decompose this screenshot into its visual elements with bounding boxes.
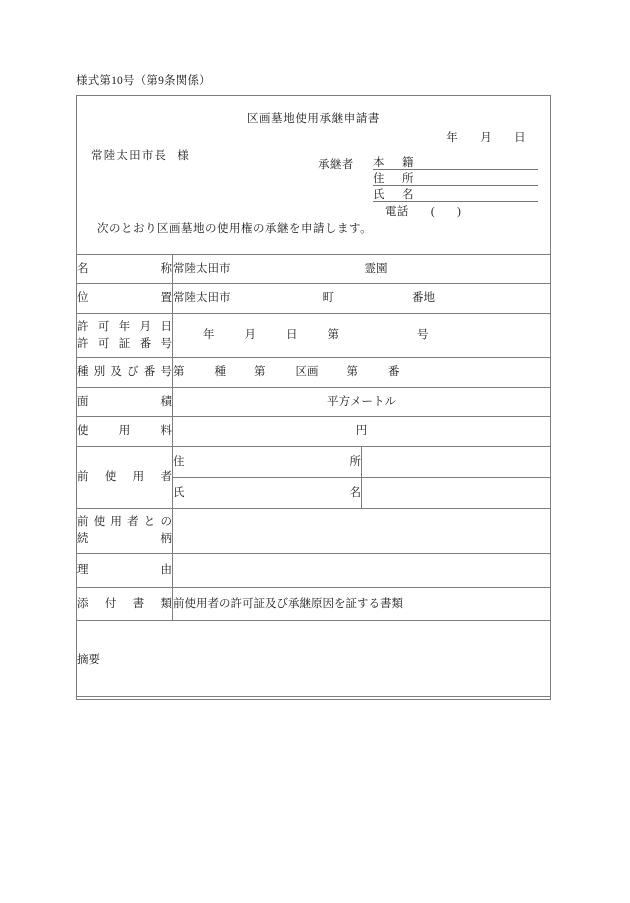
form-header-region [77, 96, 550, 254]
table-row-name [77, 255, 551, 284]
addressee [91, 147, 190, 163]
location-city: 常陸太田市 [173, 292, 231, 305]
permit-number-prefix: 第 [327, 329, 339, 342]
location-town: 町 [322, 292, 334, 305]
relationship-label-line1: 前使用者との [77, 516, 172, 529]
table-row-permit [77, 314, 551, 358]
row-label-attachment: 添付書類 [77, 588, 173, 621]
date-year-label: 年 [446, 132, 459, 144]
row-label-relationship [77, 509, 173, 554]
type-b-unit: 区画 [295, 366, 319, 379]
form-number: 様式第10号（第9条関係） [76, 75, 211, 87]
telephone-open-paren: ( [430, 206, 436, 218]
row-sublabel-previous-user-name: 氏 名 [173, 478, 362, 509]
row-label-name: 名称 [77, 255, 173, 284]
cemetery-city: 常陸太田市 [173, 262, 231, 275]
row-label-permit [77, 314, 173, 358]
row-value-previous-user-address[interactable] [362, 447, 551, 478]
successor-name-label: 氏 名 [373, 189, 417, 201]
permit-year-label: 年 [203, 329, 215, 342]
table-row-remarks [77, 621, 551, 700]
telephone-label: 電話 [385, 206, 409, 218]
fee-unit: 円 [355, 425, 368, 438]
row-label-area: 面積 [77, 388, 173, 417]
date-day-label: 日 [514, 132, 526, 144]
row-value-attachment: 前使用者の許可証及び承継原因を証する書類 [173, 588, 551, 621]
row-value-reason[interactable] [173, 554, 551, 588]
row-label-previous-user: 前使用者 [77, 447, 173, 509]
date-line [446, 129, 526, 145]
table-row-type-number [77, 358, 551, 388]
application-details-table [76, 254, 551, 700]
type-a-prefix: 第 [173, 366, 185, 379]
addressee-honorific: 様 [177, 150, 190, 162]
table-row-reason [77, 554, 551, 588]
permit-label-line2: 許可証番号 [77, 337, 172, 350]
telephone-close-paren: ) [457, 206, 462, 218]
row-value-previous-user-name[interactable] [362, 478, 551, 509]
table-row-location [77, 284, 551, 314]
successor-registry-field[interactable] [373, 154, 538, 170]
permit-day-label: 日 [286, 329, 298, 342]
row-value-location[interactable] [173, 284, 551, 314]
successor-fields [373, 154, 538, 219]
relationship-label-line2: 続柄 [77, 533, 172, 545]
row-value-area[interactable] [173, 388, 551, 417]
page-title: 区画墓地使用承継申請書 [246, 113, 381, 125]
table-row-previous-user-address [77, 447, 551, 478]
row-value-permit[interactable] [173, 314, 551, 358]
location-lot: 番地 [412, 292, 435, 305]
table-row-area [77, 388, 551, 417]
row-label-type-number: 種別及び番号 [77, 358, 173, 388]
application-statement: 次のとおり区画墓地の使用権の承継を申請します。 [97, 223, 373, 235]
permit-month-label: 月 [244, 329, 256, 342]
permit-label-line1: 許可年月日 [77, 320, 172, 333]
row-label-fee: 使用料 [77, 417, 173, 447]
type-b-prefix: 第 [254, 366, 266, 379]
successor-telephone-field[interactable] [373, 202, 538, 219]
table-row-attachment [77, 588, 551, 621]
row-sublabel-previous-user-address: 住 所 [173, 447, 362, 478]
row-value-name[interactable] [173, 255, 551, 284]
cemetery-suffix: 霊園 [364, 262, 388, 275]
row-remarks-cell[interactable] [77, 621, 551, 700]
successor-name-field[interactable] [373, 186, 538, 202]
row-value-type-number[interactable] [173, 358, 551, 388]
type-c-prefix: 第 [346, 366, 358, 379]
remarks-label: 摘要 [77, 653, 100, 666]
row-label-location: 位置 [77, 284, 173, 314]
application-form-box [76, 95, 551, 697]
row-label-reason: 理由 [77, 554, 173, 588]
type-a-unit: 種 [214, 366, 226, 379]
area-unit: 平方メートル [327, 395, 396, 408]
table-row-fee [77, 417, 551, 447]
type-c-unit: 番 [388, 366, 400, 379]
table-row-relationship [77, 509, 551, 554]
successor-label: 承継者 [318, 159, 354, 171]
date-month-label: 月 [480, 132, 493, 144]
row-value-relationship[interactable] [173, 509, 551, 554]
addressee-name: 常陸太田市長 [91, 150, 168, 162]
permit-number-suffix: 号 [417, 329, 429, 342]
row-value-fee[interactable] [173, 417, 551, 447]
successor-address-label: 住 所 [373, 173, 417, 185]
successor-registry-label: 本 籍 [373, 157, 417, 169]
successor-address-field[interactable] [373, 170, 538, 186]
